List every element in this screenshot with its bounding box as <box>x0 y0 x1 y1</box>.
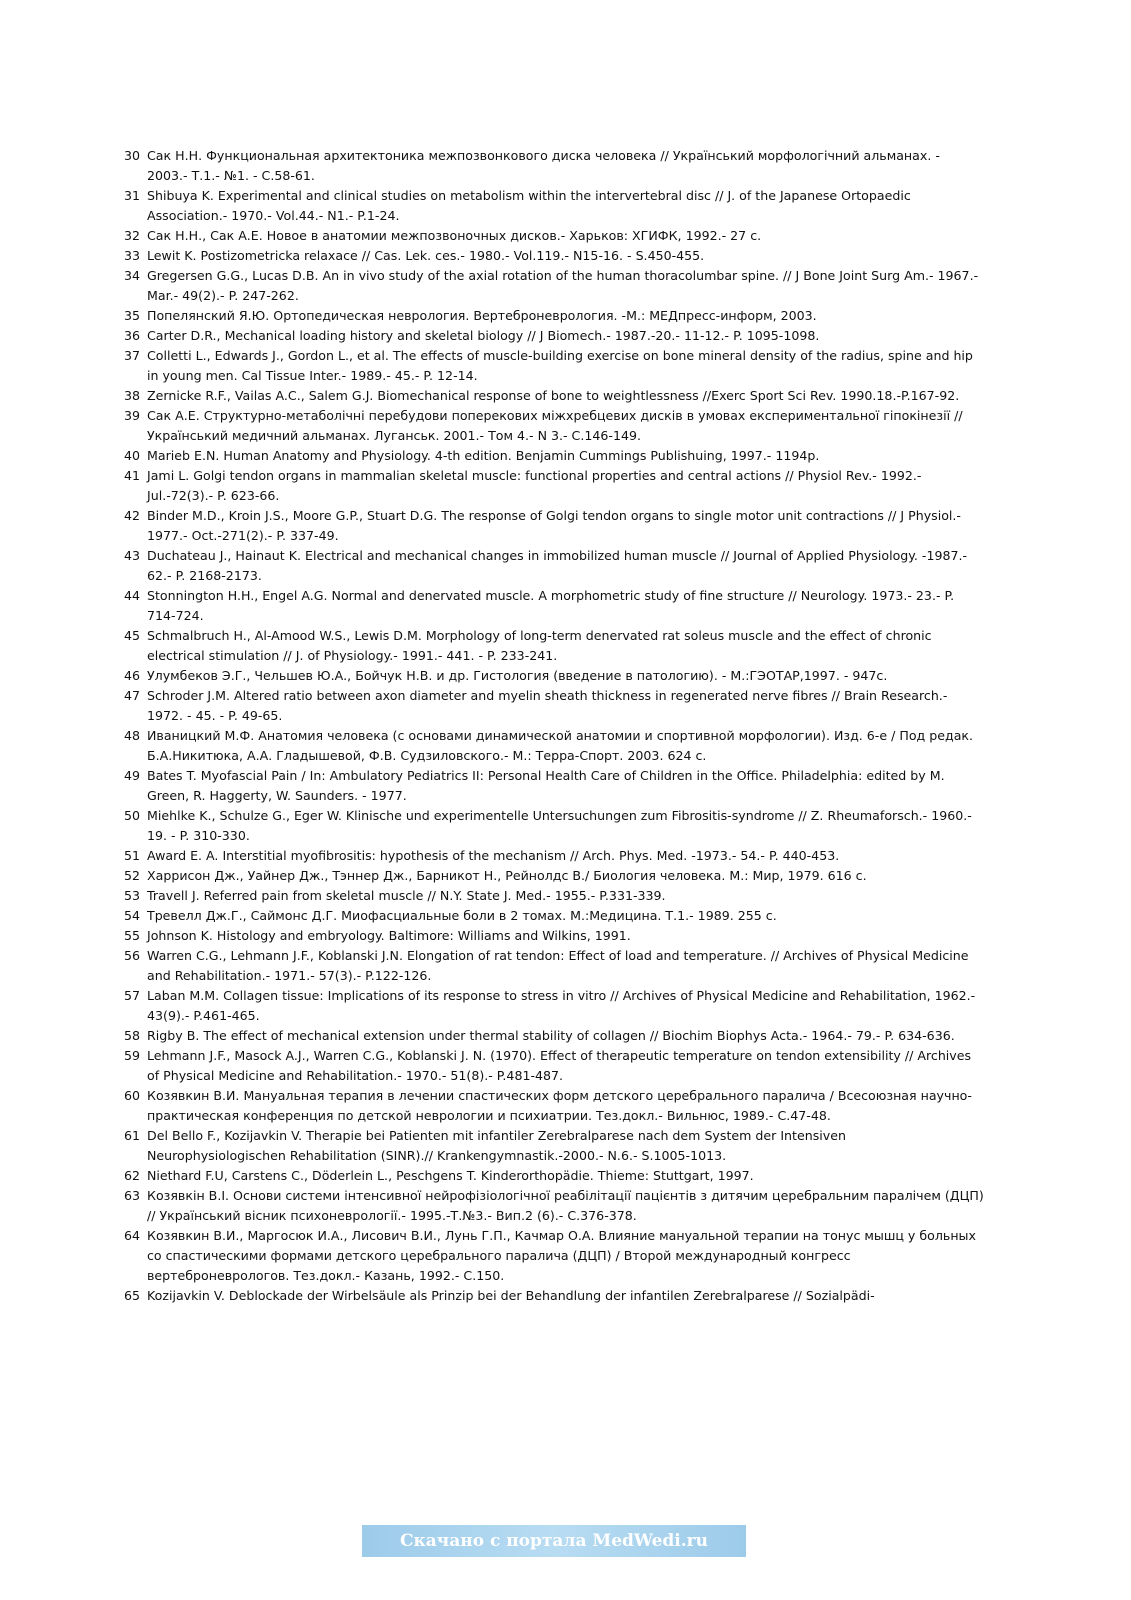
reference-text: Johnson K. Histology and embryology. Baltimore: Williams and Wilkins, 1991. <box>147 928 631 943</box>
reference-text: Козявкін В.І. Основи системи інтенсивної нейрофізіологічної реабілітації пацієнтів з дитячим церебральним паралічем (ДЦП) // Український вісник психоневрології.- 1995.-Т.№3.- Вип.2 (6).- С.376-378. <box>147 1188 984 1223</box>
reference-text: Zernicke R.F., Vailas A.C., Salem G.J. Biomechanical response of bone to weightlessness //Exerc Sport Sci Rev. 1990.18.-P.167-92. <box>147 388 960 403</box>
reference-text: Тревелл Дж.Г., Саймонс Д.Г. Миофасциальные боли в 2 томах. М.:Медицина. Т.1.- 1989. 255 с. <box>147 908 777 923</box>
reference-item <box>124 446 984 466</box>
reference-item <box>124 266 984 306</box>
reference-number: 62 <box>124 1168 141 1183</box>
reference-item <box>124 1226 984 1286</box>
reference-text: Warren C.G., Lehmann J.F., Koblanski J.N. Elongation of rat tendon: Effect of load and temperature. // Archives of Physical Medicine and Rehabilitation.- 1971.- 57(3).- P.122-126. <box>147 948 969 983</box>
reference-item <box>124 806 984 846</box>
reference-number: 33 <box>124 248 141 263</box>
reference-item <box>124 866 984 886</box>
reference-number: 31 <box>124 188 141 203</box>
reference-text: Улумбеков Э.Г., Чельшев Ю.А., Бойчук Н.В. и др. Гистология (введение в патологию). - М.:ГЭОТАР,1997. - 947с. <box>147 668 888 683</box>
reference-number: 53 <box>124 888 141 903</box>
reference-item <box>124 406 984 446</box>
reference-item <box>124 926 984 946</box>
reference-number: 54 <box>124 908 141 923</box>
reference-number: 40 <box>124 448 141 463</box>
reference-text: Marieb E.N. Human Anatomy and Physiology. 4-th edition. Benjamin Cummings Publishuing, 1997.- 1194p. <box>147 448 820 463</box>
reference-item <box>124 326 984 346</box>
reference-number: 35 <box>124 308 141 323</box>
reference-item <box>124 986 984 1026</box>
reference-number: 63 <box>124 1188 141 1203</box>
reference-number: 57 <box>124 988 141 1003</box>
reference-item <box>124 1166 984 1186</box>
reference-text: Сак А.Е. Структурно-метаболічні перебудови поперекових міжхребцевих дисків в умовах експериментальної гіпокінезії //Український медичний альманах. Луганськ. 2001.- Том 4.- N 3.- С.146-149. <box>147 408 963 443</box>
reference-item <box>124 1046 984 1086</box>
reference-number: 65 <box>124 1288 141 1303</box>
reference-number: 60 <box>124 1088 141 1103</box>
reference-item <box>124 1086 984 1126</box>
reference-item <box>124 1026 984 1046</box>
reference-text: Award E. A. Interstitial myofibrositis: hypothesis of the mechanism // Arch. Phys. Med. -1973.- 54.- P. 440-453. <box>147 848 840 863</box>
reference-item <box>124 886 984 906</box>
reference-text: Del Bello F., Kozijavkin V. Therapie bei Patienten mit infantiler Zerebralparese nach dem System der Intensiven Neurophysiologischen Rehabilitation (SINR).// Krankengymnastik.-2000.- N.6.- S.1005-1013. <box>147 1128 846 1163</box>
reference-number: 45 <box>124 628 141 643</box>
reference-number: 36 <box>124 328 141 343</box>
reference-text: Stonnington H.H., Engel A.G. Normal and denervated muscle. A morphometric study of fine structure // Neurology. 1973.- 23.- P. 714-724. <box>147 588 955 623</box>
reference-text: Colletti L., Edwards J., Gordon L., et al. The effects of muscle-building exercise on bone mineral density of the radius, spine and hip in young men. Cal Tissue Inter.- 1989.- 45.- P. 12-14. <box>147 348 973 383</box>
reference-item <box>124 666 984 686</box>
reference-text: Laban M.M. Collagen tissue: Implications of its response to stress in vitro // Archives of Physical Medicine and Rehabilitation, 1962.- 43(9).- P.461-465. <box>147 988 976 1023</box>
reference-list <box>124 146 984 1306</box>
reference-number: 64 <box>124 1228 141 1243</box>
reference-number: 59 <box>124 1048 141 1063</box>
reference-text: Rigby B. The effect of mechanical extension under thermal stability of collagen // Biochim Biophys Acta.- 1964.- 79.- P. 634-636. <box>147 1028 955 1043</box>
watermark-banner <box>362 1525 746 1557</box>
reference-text: Duchateau J., Hainaut K. Electrical and mechanical changes in immobilized human muscle // Journal of Applied Physiology. -1987.- 62.- P. 2168-2173. <box>147 548 968 583</box>
reference-text: Попелянский Я.Ю. Ортопедическая неврология. Вертеброневрология. -М.: МЕДпресс-информ, 2003. <box>147 308 817 323</box>
reference-item <box>124 626 984 666</box>
reference-number: 50 <box>124 808 141 823</box>
reference-text: Сак Н.Н. Функциональная архитектоника межпозвонкового диска человека // Український морфологічний альманах. - 2003.- Т.1.- №1. - С.58-61. <box>147 148 940 183</box>
reference-number: 39 <box>124 408 141 423</box>
reference-item <box>124 146 984 186</box>
reference-number: 34 <box>124 268 141 283</box>
reference-number: 32 <box>124 228 141 243</box>
reference-item <box>124 1186 984 1226</box>
reference-text: Lehmann J.F., Masock A.J., Warren C.G., Koblanski J. N. (1970). Effect of therapeutic temperature on tendon extensibility // Archives of Physical Medicine and Rehabilitation.- 1970.- 51(8).- P.481-487. <box>147 1048 972 1083</box>
reference-text: Козявкин В.И., Маргосюк И.А., Лисович В.И., Лунь Г.П., Качмар О.А. Влияние мануальной терапии на тонус мышц у больных со спастическими формами детского церебрального паралича (ДЦП) / Второй международный конгресс вертеброневрологов. Тез.докл.- Казань, 1992.- С.150. <box>147 1228 976 1283</box>
reference-text: Gregersen G.G., Lucas D.B. An in vivo study of the axial rotation of the human thoracolumbar spine. // J Bone Joint Surg Am.- 1967.- Mar.- 49(2).- P. 247-262. <box>147 268 979 303</box>
reference-item <box>124 186 984 226</box>
reference-text: Bates T. Myofascial Pain / In: Ambulatory Pediatrics II: Personal Health Care of Children in the Office. Philadelphia: edited by M. Green, R. Haggerty, W. Saunders. - 1977. <box>147 768 945 803</box>
reference-number: 37 <box>124 348 141 363</box>
reference-number: 61 <box>124 1128 141 1143</box>
reference-item <box>124 906 984 926</box>
reference-text: Сак Н.Н., Сак А.Е. Новое в анатомии межпозвоночных дисков.- Харьков: ХГИФК, 1992.- 27 с. <box>147 228 762 243</box>
reference-item <box>124 846 984 866</box>
reference-number: 56 <box>124 948 141 963</box>
reference-item <box>124 946 984 986</box>
reference-number: 49 <box>124 768 141 783</box>
reference-item <box>124 586 984 626</box>
reference-item <box>124 1286 984 1306</box>
reference-text: Miehlke K., Schulze G., Eger W. Klinische und experimentelle Untersuchungen zum Fibrositis-syndrome // Z. Rheumaforsch.- 1960.- 19. - P. 310-330. <box>147 808 972 843</box>
reference-number: 55 <box>124 928 141 943</box>
reference-item <box>124 246 984 266</box>
reference-text: Иваницкий М.Ф. Анатомия человека (с основами динамической анатомии и спортивной морфологии). Изд. 6-е / Под редак. Б.А.Никитюка, А.А. Гладышевой, Ф.В. Судзиловского.- М.: Терра-Спорт. 2003. 624 с. <box>147 728 974 763</box>
reference-item <box>124 546 984 586</box>
reference-text: Travell J. Referred pain from skeletal muscle // N.Y. State J. Med.- 1955.- P.331-339. <box>147 888 666 903</box>
reference-number: 58 <box>124 1028 141 1043</box>
reference-text: Schroder J.M. Altered ratio between axon diameter and myelin sheath thickness in regenerated nerve fibres // Brain Research.- 1972. - 45. - P. 49-65. <box>147 688 948 723</box>
reference-number: 48 <box>124 728 141 743</box>
reference-text: Niethard F.U, Carstens C., Döderlein L., Peschgens T. Kinderorthopädie. Thieme: Stuttgart, 1997. <box>147 1168 754 1183</box>
reference-number: 30 <box>124 148 141 163</box>
reference-item <box>124 506 984 546</box>
reference-number: 46 <box>124 668 141 683</box>
reference-item <box>124 726 984 766</box>
reference-item <box>124 346 984 386</box>
watermark-text: Скачано с портала MedWedi.ru <box>399 1531 708 1551</box>
reference-number: 44 <box>124 588 141 603</box>
reference-item <box>124 306 984 326</box>
reference-item <box>124 226 984 246</box>
reference-item <box>124 1126 984 1166</box>
reference-text: Lewit K. Postizometricka relaxace // Cas. Lek. ces.- 1980.- Vol.119.- N15-16. - S.450-455. <box>147 248 705 263</box>
reference-item <box>124 686 984 726</box>
reference-number: 52 <box>124 868 141 883</box>
reference-text: Shibuya K. Experimental and clinical studies on metabolism within the intervertebral disc // J. of the Japanese Ortopaedic Association.- 1970.- Vol.44.- N1.- P.1-24. <box>147 188 911 223</box>
reference-text: Carter D.R., Mechanical loading history and skeletal biology // J Biomech.- 1987.-20.- 11-12.- P. 1095-1098. <box>147 328 820 343</box>
reference-text: Jami L. Golgi tendon organs in mammalian skeletal muscle: functional properties and central actions // Physiol Rev.- 1992.- Jul.-72(3).- P. 623-66. <box>147 468 922 503</box>
reference-item <box>124 766 984 806</box>
reference-number: 38 <box>124 388 141 403</box>
reference-text: Kozijavkin V. Deblockade der Wirbelsäule als Prinzip bei der Behandlung der infantilen Zerebralparese // Sozialpädi- <box>147 1288 875 1303</box>
reference-number: 41 <box>124 468 141 483</box>
reference-number: 43 <box>124 548 141 563</box>
reference-number: 47 <box>124 688 141 703</box>
reference-text: Козявкин В.И. Мануальная терапия в лечении спастических форм детского церебрального паралича / Всесоюзная научно- практическая конференция по детской неврологии и психиатрии. Тез.докл.- Вильнюс, 1989.- С.47-48. <box>147 1088 972 1123</box>
reference-number: 51 <box>124 848 141 863</box>
reference-item <box>124 466 984 506</box>
reference-text: Binder M.D., Kroin J.S., Moore G.P., Stuart D.G. The response of Golgi tendon organs to single motor unit contractions // J Physiol.- 1977.- Oct.-271(2).- P. 337-49. <box>147 508 961 543</box>
reference-item <box>124 386 984 406</box>
reference-number: 42 <box>124 508 141 523</box>
reference-text: Харрисон Дж., Уайнер Дж., Тэннер Дж., Барникот Н., Рейнолдс В./ Биология человека. М.: Мир, 1979. 616 с. <box>147 868 867 883</box>
reference-text: Schmalbruch H., Al-Amood W.S., Lewis D.M. Morphology of long-term denervated rat soleus muscle and the effect of chronic electrical stimulation // J. of Physiology.- 1991.- 441. - P. 233-241. <box>147 628 932 663</box>
